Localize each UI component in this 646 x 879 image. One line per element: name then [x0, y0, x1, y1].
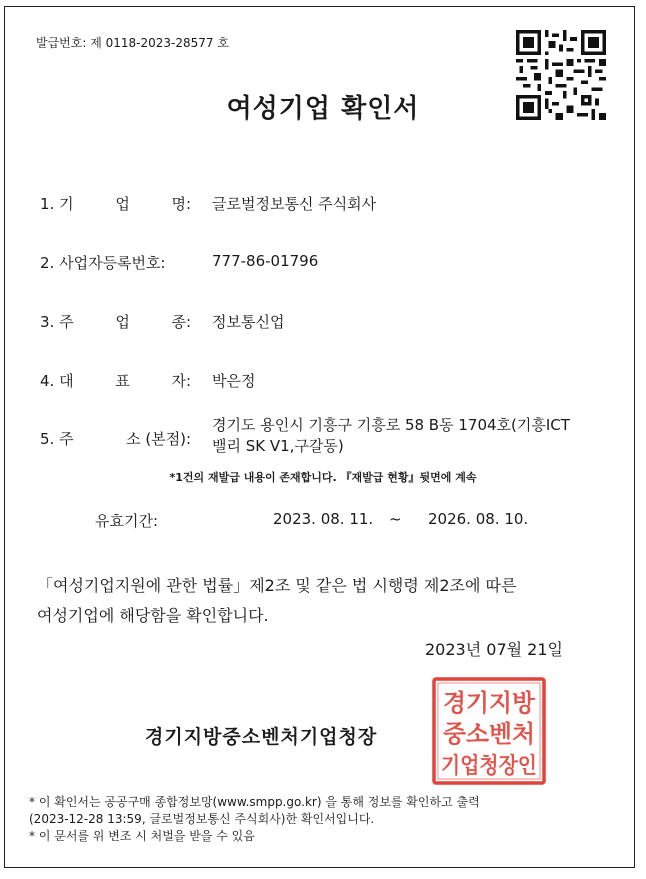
- issue-date: 2023년 07월 21일: [425, 640, 563, 659]
- field-number: 2.: [40, 254, 55, 272]
- validity-separator: ~: [389, 510, 402, 528]
- field-label: 대 표 자:: [59, 372, 192, 390]
- field-value: 777-86-01796: [212, 252, 319, 270]
- field-label: 주 업 종:: [59, 313, 192, 331]
- field-number: 5.: [40, 430, 55, 448]
- footnote-line: * 이 문서를 위 변조 시 처벌을 받을 수 있음: [29, 829, 255, 843]
- svg-text:경기지방: 경기지방: [443, 689, 536, 717]
- document-title: 여성기업 확인서: [226, 94, 420, 124]
- footnote-line: * 이 확인서는 공공구매 종합정보망(www.smpp.go.kr) 을 통해 정보를 확인하고 출력: [29, 795, 480, 809]
- field-value: 글로벌정보통신 주식회사: [212, 195, 377, 213]
- svg-text:중소벤처: 중소벤처: [443, 720, 535, 748]
- confirmation-statement: 「여성기업지원에 관한 법률」제2조 및 같은 법 시행령 제2조에 따른 여성기업에 해당함을 확인합니다.: [37, 576, 517, 625]
- field-value: 박은정: [212, 372, 256, 390]
- reissue-notice: *1건의 재발급 내용이 존재합니다. 『재발급 현황』뒷면에 계속: [169, 471, 477, 484]
- field-value: 경기도 용인시 기흥구 기흥로 58 B동 1704호(기흥ICT 밸리 SK V1,구갈동): [212, 416, 570, 455]
- official-seal-stamp: [431, 676, 547, 786]
- field-number: 4.: [40, 372, 55, 390]
- validity-end: 2026. 08. 10.: [428, 510, 529, 528]
- field-number: 3.: [40, 313, 55, 331]
- issuer-name: 경기지방중소벤처기업청장: [145, 726, 378, 748]
- validity-start: 2023. 08. 11.: [273, 510, 374, 528]
- footnote-line: (2023-12-28 13:59, 글로벌정보통신 주식회사)한 확인서입니다.: [29, 812, 375, 826]
- validity-label: 유효기간:: [95, 512, 159, 530]
- field-label: 주 소 (본점):: [59, 430, 192, 448]
- field-number: 1.: [40, 195, 55, 213]
- svg-text:기업청장인: 기업청장인: [441, 754, 547, 779]
- issue-number: 발급번호: 제 0118-2023-28577 호: [36, 36, 229, 50]
- footnotes: [29, 794, 480, 845]
- field-value: 정보통신업: [212, 313, 285, 331]
- field-label: 기 업 명:: [59, 195, 192, 213]
- field-label: 사업자등록번호:: [59, 254, 166, 272]
